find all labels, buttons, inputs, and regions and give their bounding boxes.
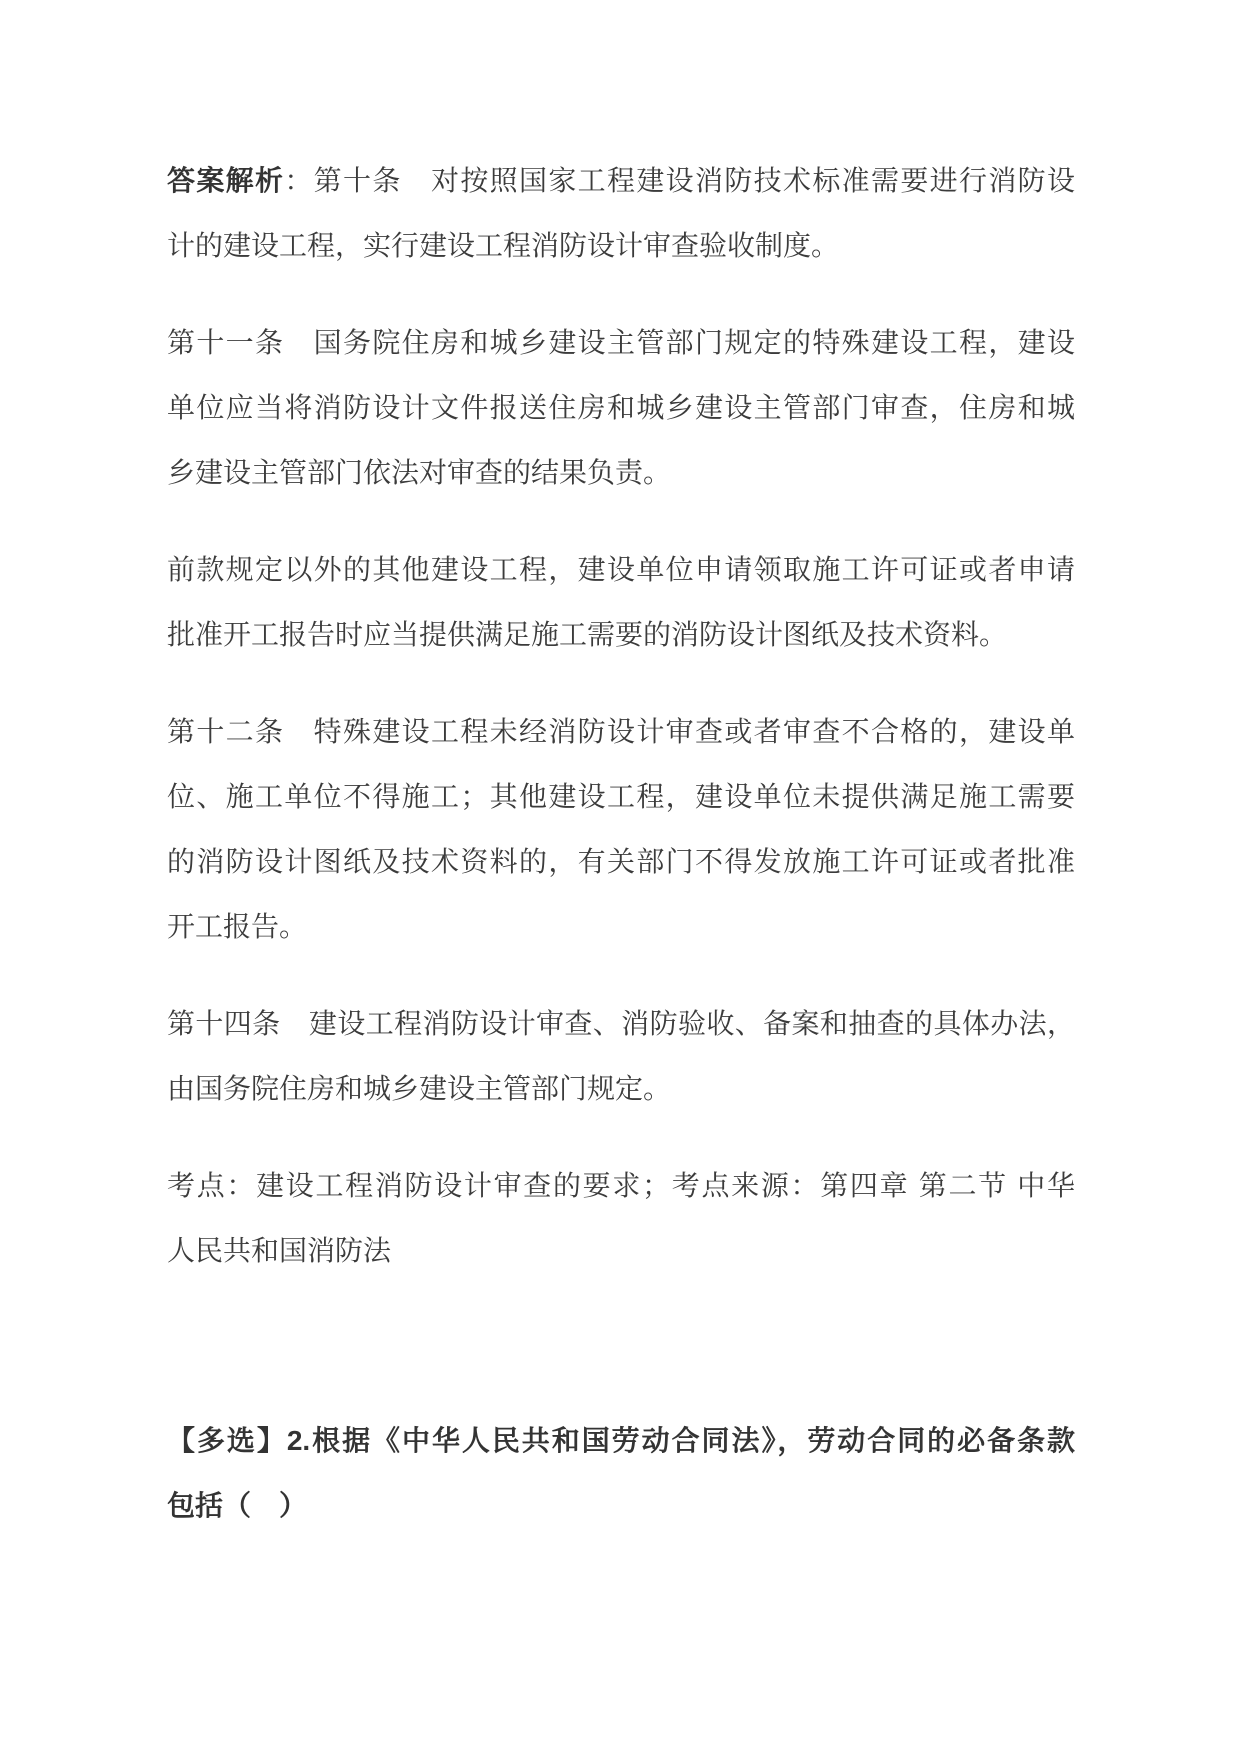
text-line-rest: ：第十条 对按照国家工程建设消防技术标准需要进行消防设 — [284, 165, 1075, 196]
text-line: 【多选】2.根据《中华人民共和国劳动合同法》，劳动合同的必备条款 — [167, 1425, 1075, 1456]
text-line: 第十四条 建设工程消防设计审查、消防验收、备案和抽查的具体办法， — [167, 1008, 1075, 1039]
text-line: 计的建设工程，实行建设工程消防设计审查验收制度。 — [167, 230, 840, 261]
text-line: 第十二条 特殊建设工程未经消防设计审查或者审查不合格的，建设单 — [167, 716, 1075, 747]
text-line: 的消防设计图纸及技术资料的，有关部门不得发放施工许可证或者批准 — [167, 846, 1075, 877]
text-line: 单位应当将消防设计文件报送住房和城乡建设主管部门审查，住房和城 — [167, 392, 1075, 423]
article-11-paragraph — [167, 310, 1075, 505]
text-line: 考点：建设工程消防设计审查的要求；考点来源：第四章 第二节 中华 — [167, 1170, 1075, 1201]
exam-point-paragraph — [167, 1153, 1075, 1283]
text-line: 由国务院住房和城乡建设主管部门规定。 — [167, 1073, 672, 1104]
text-line: 包括（ ） — [167, 1490, 308, 1521]
article-12-paragraph — [167, 699, 1075, 959]
text-line: 人民共和国消防法 — [167, 1235, 392, 1266]
answer-analysis-paragraph — [167, 148, 1075, 278]
text-line: 乡建设主管部门依法对审查的结果负责。 — [167, 457, 672, 488]
answer-analysis-label: 答案解析 — [167, 165, 285, 196]
text-line: 批准开工报告时应当提供满足施工需要的消防设计图纸及技术资料。 — [167, 619, 1008, 650]
question-2-paragraph — [167, 1408, 1075, 1538]
text-line: 开工报告。 — [167, 911, 308, 942]
article-11-clause-2-paragraph — [167, 537, 1075, 667]
article-14-paragraph — [167, 991, 1075, 1121]
text-line: 第十一条 国务院住房和城乡建设主管部门规定的特殊建设工程，建设 — [167, 327, 1075, 358]
text-line — [167, 148, 1075, 213]
text-line: 前款规定以外的其他建设工程，建设单位申请领取施工许可证或者申请 — [167, 554, 1075, 585]
text-line: 位、施工单位不得施工；其他建设工程，建设单位未提供满足施工需要 — [167, 781, 1075, 812]
